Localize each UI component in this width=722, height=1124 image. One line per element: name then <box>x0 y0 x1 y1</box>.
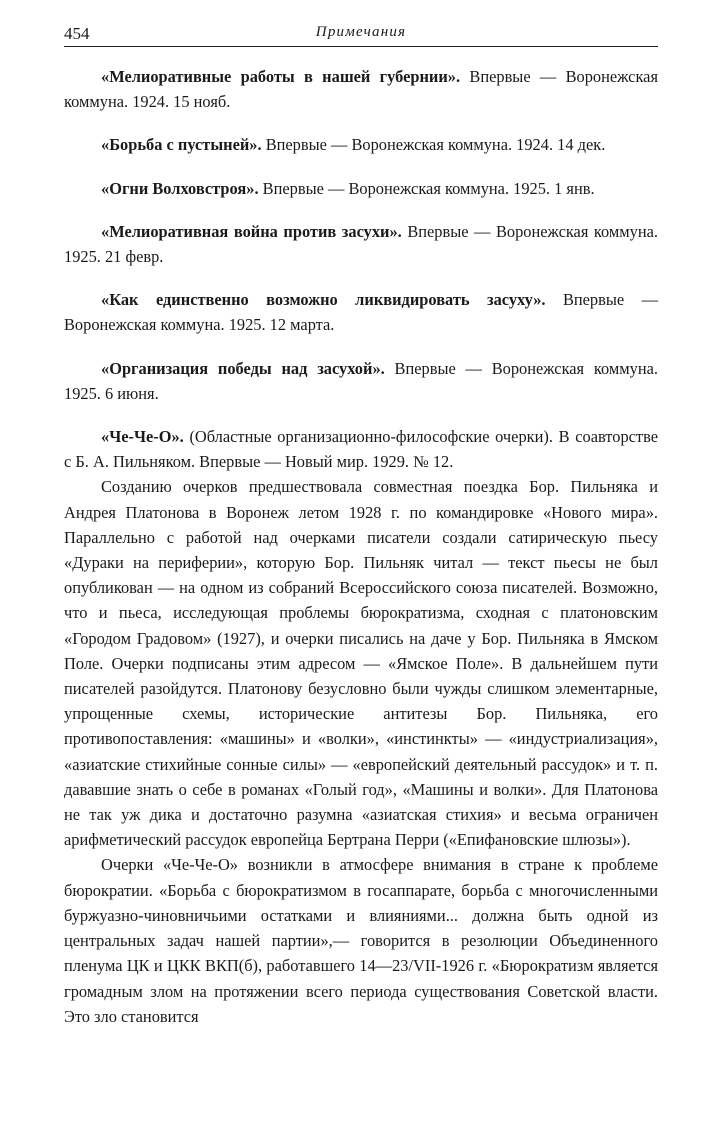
note-title: «Мелиоративные работы в нашей губернии». <box>101 67 461 86</box>
note-text: Впервые — Воронежская коммуна. 1925. 21 февр. <box>64 221 658 267</box>
running-head <box>64 24 658 47</box>
note-entry <box>64 64 658 114</box>
note-text: (Областные организационно-философские очерки). В соавторстве с Б. А. Пильняком. Впервые — Новый мир. 1929. № 12. <box>64 427 658 472</box>
note-text: Впервые — Воронежская коммуна. 1925. 6 июня. <box>64 358 658 403</box>
body-paragraph: Очерки «Че-Че-О» возникли в атмосфере внимания в стране к проблеме бюрократии. «Борьба с бюрократизмом в госаппарате, борьба с многочисленными буржуазно-чиновничьими остатками и влияниями... должна быть одной из центральных задач нашей партии»,— говорится в резолюции Объединенного пленума ЦК и ЦКК ВКП(б), работавшего 14—23/VII-1926 г. «Бюрократизм является громадным злом на протяжении всего периода существования Советской власти. Это зло становится <box>64 855 658 1026</box>
note-text: Впервые — Воронежская коммуна. 1924. 14 дек. <box>261 135 606 155</box>
page-number: 454 <box>64 24 90 43</box>
note-entry <box>64 287 658 337</box>
note-text: Впервые — Воронежская коммуна. 1925. 1 янв. <box>258 178 595 198</box>
note-entry <box>64 132 658 157</box>
note-entry <box>64 424 658 474</box>
note-text: Впервые — Воронежская коммуна. 1925. 12 марта. <box>64 290 658 335</box>
section-title: Примечания <box>315 24 407 40</box>
note-entry <box>64 219 658 269</box>
note-title: «Как единственно возможно ликвидировать засуху». <box>101 290 546 310</box>
note-entry <box>64 176 658 201</box>
note-title: «Организация победы над засухой». <box>101 358 385 378</box>
note-title: «Мелиоративная война против засухи». <box>101 221 402 241</box>
document-page <box>64 24 658 1029</box>
note-title: «Че-Че-О». <box>101 427 184 447</box>
note-text: Впервые — Воронежская коммуна. 1924. 15 нояб. <box>64 67 658 112</box>
body-paragraph: Созданию очерков предшествовала совместная поездка Бор. Пильняка и Андрея Платонова в Воронеж летом 1928 г. по командировке «Нового мира». Параллельно с работой над очерками писатели создали сатирическую пьесу «Дураки на периферии», которую Бор. Пильняк читал — текст пьесы не был опубликован — на одном из собраний Всероссийского союза писателей. Возможно, что и пьеса, исследующая проблемы бюрократизма, сходная с платоновским «Городом Градовом» (1927), и очерки писались на даче у Бор. Пильняка в Ямском Поле. Очерки подписаны этим адресом — «Ямское Поле». В дальнейшем пути писателей разойдутся. Платонову безусловно были чужды слишком элементарные, упрощенные схемы, исторические антитезы Бор. Пильняка, его противопоставления: «машины» и «волки», «инстинкты» — «индустриализация», «азиатские стихийные сонные силы» — «европейский деятельный рассудок» и т. п. дававшие знать о себе в романах «Голый год», «Машины и волки». Для Платонова не так уж дика и достаточно разумна «азиатская стихия» и весьма ограничен арифметический рассудок европейца Бертрана Перри («Епифановские шлюзы»). <box>64 477 658 850</box>
note-title: «Борьба с пустыней». <box>101 135 262 155</box>
note-title: «Огни Волховстроя». <box>101 178 259 198</box>
note-entry <box>64 356 658 406</box>
